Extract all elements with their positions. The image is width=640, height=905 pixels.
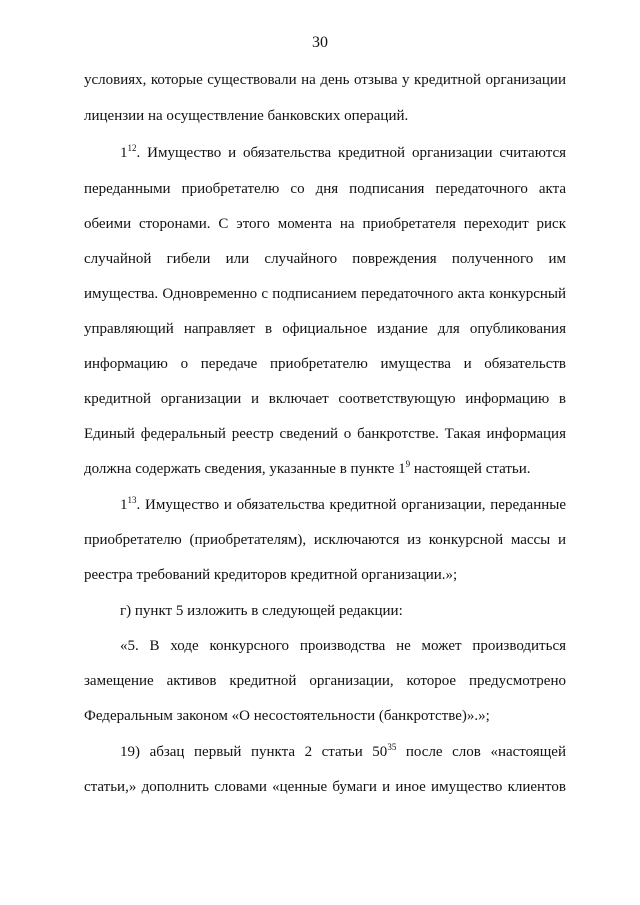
text-line: Федеральным законом «О несостоятельности (банкротстве)».»; (84, 708, 490, 724)
text-line: должна содержать сведения, указанные в пункте $1^9$ настоящей статьи. (84, 459, 531, 477)
text-line: управляющий направляет в официальное издание для опубликования (84, 321, 566, 337)
text-line: переданными приобретателю со дня подписания передаточного акта (84, 181, 566, 197)
text-line: информацию о передаче приобретателю имущества и обязательств (84, 356, 566, 372)
text-line: имущества. Одновременно с подписанием передаточного акта конкурсный (84, 286, 566, 302)
superscript: 9 (405, 459, 411, 469)
text-line: условиях, которые существовали на день отзыва у кредитной организации (84, 72, 566, 88)
text-line: «5. В ходе конкурсного производства не может производиться (120, 638, 566, 654)
superscript: 13 (127, 495, 137, 505)
text-line: кредитной организации и включает соответствующую информацию в (84, 391, 566, 407)
text-line: замещение активов кредитной организации, которое предусмотрено (84, 673, 566, 689)
text-line: случайной гибели или случайного повреждения полученного им (84, 251, 566, 267)
page-number: 30 (312, 34, 328, 51)
text-line: лицензии на осуществление банковских операций. (84, 108, 409, 124)
text-line: приобретателю (приобретателям), исключаются из конкурсной массы и (84, 532, 566, 548)
text-line: $1^{12}$. Имущество и обязательства кредитной организации считаются (120, 143, 566, 161)
text-line: г) пункт 5 изложить в следующей редакции: (120, 603, 403, 619)
text-line: $1^{13}$. Имущество и обязательства кредитной организации, переданные (120, 495, 566, 513)
text-line: Единый федеральный реестр сведений о банкротстве. Такая информация (84, 426, 566, 442)
superscript: 12 (127, 143, 137, 153)
text-line: реестра требований кредиторов кредитной организации.»; (84, 567, 458, 583)
text-line: 19) абзац первый пункта 2 статьи $50^{35}$ после слов «настоящей (120, 742, 566, 760)
text-line: обеими сторонами. С этого момента на приобретателя переходит риск (84, 216, 566, 232)
superscript: 35 (387, 742, 397, 752)
text-line: статьи,» дополнить словами «ценные бумаги и иное имущество клиентов (84, 779, 566, 795)
